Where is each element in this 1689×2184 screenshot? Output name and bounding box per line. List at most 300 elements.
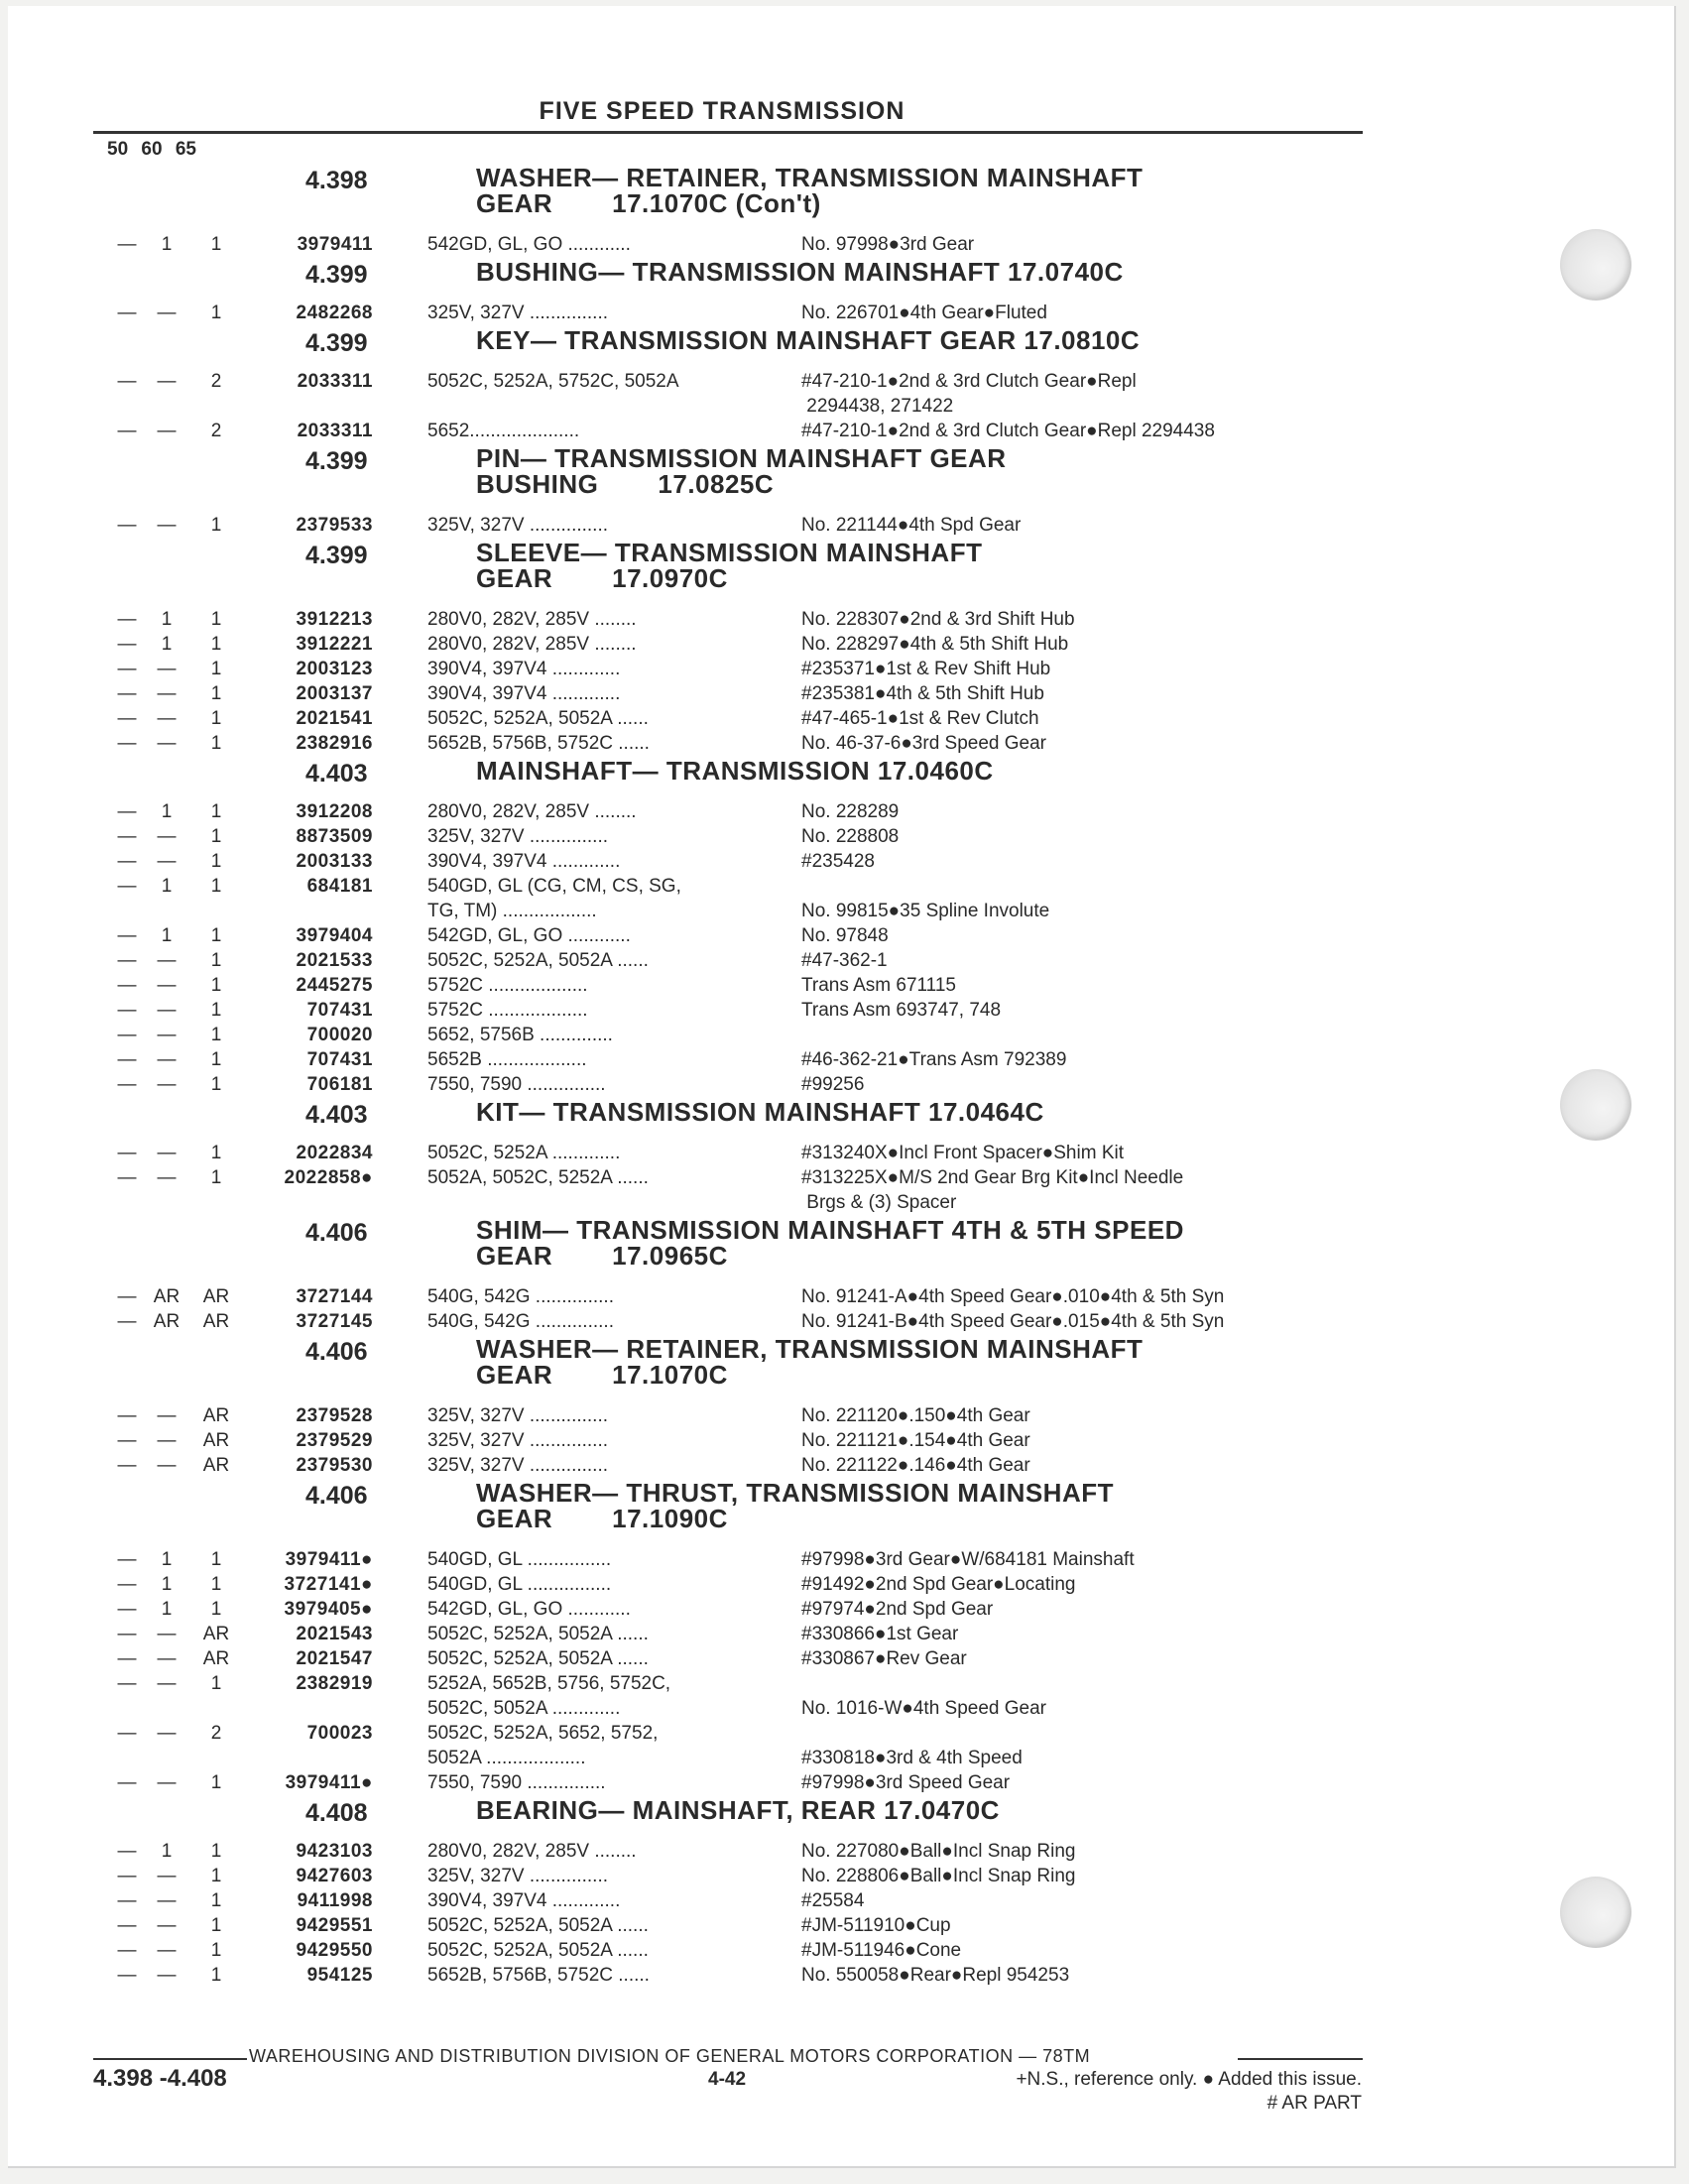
qty-60: —	[157, 1624, 177, 1644]
part-number: 2022858●	[284, 1167, 373, 1188]
section-reference: 4.403	[305, 760, 368, 788]
part-number: 3979411●	[285, 1549, 373, 1570]
section-title	[476, 327, 1349, 353]
model-applications: 5652.....................	[427, 421, 580, 441]
part-number: 3727145	[296, 1311, 373, 1332]
part-description: No. 91241-B●4th Speed Gear●.015●4th & 5th Syn	[801, 1311, 1225, 1332]
section-title-line: WASHER— RETAINER, TRANSMISSION MAINSHAFT	[476, 163, 1144, 192]
part-number: 9427603	[296, 1866, 373, 1886]
part-number: 2003137	[296, 683, 373, 704]
qty-65: 1	[210, 609, 222, 630]
qty-50: —	[117, 1405, 137, 1426]
qty-60: —	[157, 421, 177, 441]
section-reference: 4.398	[305, 167, 368, 194]
model-applications: 325V, 327V ...............	[427, 1455, 609, 1476]
part-number: 2022834	[296, 1143, 373, 1163]
model-applications: 540GD, GL (CG, CM, CS, SG, TG, TM) ..................	[427, 876, 681, 921]
section-title-line	[476, 1362, 1349, 1388]
qty-65: 1	[210, 826, 222, 847]
qty-50: —	[117, 1574, 137, 1595]
part-row	[8, 948, 1674, 973]
qty-50: —	[117, 1772, 137, 1793]
qty-50: —	[117, 876, 137, 897]
qty-60: 1	[161, 234, 173, 255]
qty-50: —	[117, 1430, 137, 1451]
part-description: #235371●1st & Rev Shift Hub	[801, 659, 1051, 679]
model-applications: 390V4, 397V4 .............	[427, 1890, 621, 1911]
part-number: 3727144	[296, 1286, 373, 1307]
qty-50: —	[117, 708, 137, 729]
part-row	[8, 232, 1674, 257]
model-applications: 390V4, 397V4 .............	[427, 659, 621, 679]
model-applications: 7550, 7590 ...............	[427, 1772, 606, 1793]
qty-50: —	[117, 801, 137, 822]
part-row	[8, 706, 1674, 731]
part-row	[8, 1141, 1674, 1165]
part-number: 700020	[306, 1025, 373, 1045]
model-applications: 5052C, 5252A, 5052A ......	[427, 950, 649, 971]
part-number: 2003133	[296, 851, 373, 872]
footer-credit: WAREHOUSING AND DISTRIBUTION DIVISION OF GENERAL MOTORS CORPORATION — 78TM	[249, 2046, 1091, 2066]
section-heading	[8, 257, 1674, 301]
qty-50: —	[117, 851, 137, 872]
part-row	[8, 874, 1674, 923]
qty-65: 1	[210, 801, 222, 822]
part-row	[8, 301, 1674, 325]
footer-legend: +N.S., reference only. ● Added this issue.	[1016, 2069, 1362, 2090]
model-applications: 280V0, 282V, 285V ........	[427, 801, 637, 822]
section-reference: 4.399	[305, 447, 368, 475]
part-number: 2382916	[296, 733, 373, 754]
part-description: #99256	[801, 1074, 865, 1095]
model-applications: 5252A, 5652B, 5756, 5752C, 5052C, 5052A .............	[427, 1673, 671, 1719]
part-description: No. 97998●3rd Gear	[801, 234, 975, 255]
part-row	[8, 1963, 1674, 1988]
section-code: 17.0965C	[612, 1241, 728, 1271]
qty-50: —	[117, 1624, 137, 1644]
part-description: No. 228808	[801, 826, 900, 847]
qty-60: —	[157, 1430, 177, 1451]
qty-65: 1	[210, 1574, 222, 1595]
parts-section	[8, 538, 1674, 756]
model-applications: 280V0, 282V, 285V ........	[427, 1841, 637, 1862]
qty-50: —	[117, 826, 137, 847]
qty-50: —	[117, 303, 137, 323]
qty-65: 1	[210, 1965, 222, 1986]
part-number: 3979404	[296, 925, 373, 946]
part-number: 706181	[306, 1074, 373, 1095]
part-description: #330866●1st Gear	[801, 1624, 959, 1644]
part-description: No. 550058●Rear●Repl 954253	[801, 1965, 1070, 1986]
part-row	[8, 1072, 1674, 1097]
parts-section	[8, 163, 1674, 257]
footer-section-range: 4.398 -4.408	[93, 2065, 227, 2092]
qty-50: —	[117, 1074, 137, 1095]
section-reference: 4.399	[305, 329, 368, 357]
parts-section	[8, 1795, 1674, 1988]
qty-60: —	[157, 1723, 177, 1744]
part-number: 3979405●	[284, 1599, 373, 1620]
qty-65: 1	[210, 1549, 222, 1570]
part-number: 9411998	[297, 1890, 373, 1911]
part-number: 3912221	[296, 634, 373, 655]
footer-rule	[93, 2058, 247, 2060]
part-row	[8, 1671, 1674, 1721]
qty-50: —	[117, 683, 137, 704]
part-description: #46-362-21●Trans Asm 792389	[801, 1049, 1067, 1070]
section-title	[476, 540, 1349, 591]
part-description: #97974●2nd Spd Gear	[801, 1599, 994, 1620]
part-row	[8, 1864, 1674, 1888]
part-number: 3912213	[296, 609, 373, 630]
part-description: #JM-511910●Cup	[801, 1915, 951, 1936]
part-row	[8, 681, 1674, 706]
qty-50: —	[117, 1648, 137, 1669]
part-description: #97998●3rd Speed Gear	[801, 1772, 1011, 1793]
qty-60: —	[157, 1455, 177, 1476]
part-description: No. 226701●4th Gear●Fluted	[801, 303, 1047, 323]
part-row	[8, 1428, 1674, 1453]
qty-65: 1	[210, 683, 222, 704]
section-title-line: SLEEVE— TRANSMISSION MAINSHAFT	[476, 538, 983, 567]
qty-60: 1	[161, 1574, 173, 1595]
qty-50: —	[117, 1599, 137, 1620]
qty-65: 1	[210, 1025, 222, 1045]
part-number: 707431	[306, 1049, 373, 1070]
part-number: 2379528	[296, 1405, 373, 1426]
part-number: 2382919	[296, 1673, 373, 1694]
model-applications: 5052C, 5252A, 5052A ......	[427, 708, 649, 729]
section-heading	[8, 1795, 1674, 1839]
qty-65: 1	[210, 515, 222, 536]
qty-50: —	[117, 1965, 137, 1986]
qty-65: 2	[210, 1723, 222, 1744]
model-applications: 5652B, 5756B, 5752C ......	[427, 1965, 650, 1986]
qty-60: —	[157, 708, 177, 729]
section-heading	[8, 1334, 1674, 1403]
section-reference: 4.408	[305, 1799, 368, 1827]
part-description: No. 46-37-6●3rd Speed Gear	[801, 733, 1047, 754]
part-description: No. 228307●2nd & 3rd Shift Hub	[801, 609, 1075, 630]
part-description: #97998●3rd Gear●W/684181 Mainshaft	[801, 1549, 1135, 1570]
part-row	[8, 1888, 1674, 1913]
qty-60: —	[157, 1772, 177, 1793]
model-applications: 5052C, 5252A, 5752C, 5052A	[427, 371, 679, 392]
part-number: 8873509	[296, 826, 373, 847]
qty-65: 1	[210, 1890, 222, 1911]
model-applications: 540G, 542G ...............	[427, 1286, 614, 1307]
part-number: 2021547	[296, 1648, 373, 1669]
part-row	[8, 657, 1674, 681]
model-applications: 5652B, 5756B, 5752C ......	[427, 733, 650, 754]
model-applications: 280V0, 282V, 285V ........	[427, 634, 637, 655]
qty-65: 1	[210, 303, 222, 323]
part-number: 3912208	[296, 801, 373, 822]
qty-65: 1	[210, 1673, 222, 1694]
part-description: No. 228806●Ball●Incl Snap Ring	[801, 1866, 1076, 1886]
qty-50: —	[117, 1455, 137, 1476]
qty-65: 1	[210, 1049, 222, 1070]
model-applications: 5752C ...................	[427, 1000, 588, 1021]
section-title	[476, 445, 1349, 497]
part-number: 9423103	[296, 1841, 373, 1862]
model-applications: 5052C, 5252A, 5052A ......	[427, 1624, 649, 1644]
part-row	[8, 1165, 1674, 1215]
qty-60: 1	[161, 609, 173, 630]
qty-50: —	[117, 609, 137, 630]
part-description: No. 221120●.150●4th Gear	[801, 1405, 1030, 1426]
qty-60: —	[157, 1049, 177, 1070]
part-row	[8, 731, 1674, 756]
part-row	[8, 1453, 1674, 1478]
part-number: 2033311	[297, 371, 373, 392]
qty-60: —	[157, 683, 177, 704]
part-number: 2021541	[296, 708, 373, 729]
model-applications: 280V0, 282V, 285V ........	[427, 609, 637, 630]
part-description: #235381●4th & 5th Shift Hub	[801, 683, 1044, 704]
qty-60: —	[157, 826, 177, 847]
qty-50: —	[117, 371, 137, 392]
qty-60: AR	[153, 1311, 181, 1332]
qty-60: —	[157, 950, 177, 971]
qty-50: —	[117, 1866, 137, 1886]
section-code: 17.0825C	[658, 469, 775, 499]
qty-50: —	[117, 1890, 137, 1911]
qty-50: —	[117, 733, 137, 754]
part-number: 2445275	[296, 975, 373, 996]
parts-section	[8, 443, 1674, 538]
part-number: 954125	[306, 1965, 373, 1986]
qty-50: —	[117, 1311, 137, 1332]
part-description: No. 221122●.146●4th Gear	[801, 1455, 1030, 1476]
model-applications: 542GD, GL, GO ............	[427, 234, 631, 255]
qty-65: 1	[210, 234, 222, 255]
part-number: 707431	[306, 1000, 373, 1021]
qty-60: 1	[161, 1841, 173, 1862]
qty-60: —	[157, 515, 177, 536]
page-title: FIVE SPEED TRANSMISSION	[539, 97, 905, 125]
section-title	[476, 758, 1349, 784]
model-applications: 7550, 7590 ...............	[427, 1074, 606, 1095]
part-number: 700023	[306, 1723, 373, 1744]
section-title-line: BUSHING— TRANSMISSION MAINSHAFT 17.0740C	[476, 257, 1124, 287]
section-heading	[8, 756, 1674, 799]
qty-60: —	[157, 1890, 177, 1911]
model-applications: 325V, 327V ...............	[427, 1405, 609, 1426]
parts-section	[8, 1097, 1674, 1215]
section-reference: 4.406	[305, 1482, 368, 1510]
section-title	[476, 1099, 1349, 1125]
qty-60: —	[157, 1648, 177, 1669]
part-number: 2379529	[296, 1430, 373, 1451]
section-title-line: SHIM— TRANSMISSION MAINSHAFT 4TH & 5TH SPEED	[476, 1215, 1184, 1245]
qty-65: 1	[210, 1866, 222, 1886]
section-title-cont: GEAR	[476, 1360, 553, 1390]
part-row	[8, 1839, 1674, 1864]
qty-60: —	[157, 1025, 177, 1045]
part-number: 9429551	[296, 1915, 373, 1936]
part-description: No. 221121●.154●4th Gear	[801, 1430, 1030, 1451]
model-applications: 390V4, 397V4 .............	[427, 851, 621, 872]
qty-50: —	[117, 515, 137, 536]
part-row	[8, 1403, 1674, 1428]
part-number: 2033311	[297, 421, 373, 441]
section-reference: 4.399	[305, 542, 368, 569]
qty-65: 1	[210, 1074, 222, 1095]
part-description: #JM-511946●Cone	[801, 1940, 962, 1961]
parts-section	[8, 1478, 1674, 1795]
part-number: 3979411●	[285, 1772, 373, 1793]
model-applications: 5652B ...................	[427, 1049, 587, 1070]
qty-60: —	[157, 371, 177, 392]
section-reference: 4.403	[305, 1101, 368, 1129]
part-description: Trans Asm 693747, 748	[801, 1000, 1002, 1021]
qty-50: —	[117, 634, 137, 655]
part-description: #47-362-1	[801, 950, 888, 971]
qty-65: 1	[210, 1167, 222, 1188]
qty-65: 1	[210, 733, 222, 754]
part-row	[8, 1646, 1674, 1671]
part-row	[8, 799, 1674, 824]
parts-section	[8, 756, 1674, 1097]
part-number: 3979411	[297, 234, 373, 255]
model-applications: 325V, 327V ...............	[427, 1430, 609, 1451]
parts-section	[8, 325, 1674, 443]
parts-listing	[8, 163, 1674, 1988]
qty-50: —	[117, 975, 137, 996]
part-number: 2379530	[296, 1455, 373, 1476]
part-description: No. 228297●4th & 5th Shift Hub	[801, 634, 1069, 655]
qty-50: —	[117, 1000, 137, 1021]
part-row	[8, 1547, 1674, 1572]
qty-60: —	[157, 1915, 177, 1936]
qty-65: AR	[202, 1455, 230, 1476]
col-50-header: 50	[107, 139, 129, 160]
part-description: #330867●Rev Gear	[801, 1648, 967, 1669]
parts-section	[8, 257, 1674, 325]
section-title	[476, 1797, 1349, 1823]
section-title-line	[476, 1243, 1349, 1269]
qty-65: 1	[210, 975, 222, 996]
part-row	[8, 998, 1674, 1023]
qty-50: —	[117, 1549, 137, 1570]
part-description: #25584	[801, 1890, 865, 1911]
part-description: #47-210-1●2nd & 3rd Clutch Gear●Repl 2294438	[801, 421, 1215, 441]
qty-65: 1	[210, 1000, 222, 1021]
part-row	[8, 607, 1674, 632]
qty-65: 1	[210, 634, 222, 655]
qty-65: AR	[202, 1286, 230, 1307]
parts-section	[8, 1334, 1674, 1478]
qty-60: AR	[153, 1286, 181, 1307]
section-title-line	[476, 565, 1349, 591]
part-description: Trans Asm 671115	[801, 975, 956, 996]
model-applications: 325V, 327V ...............	[427, 515, 609, 536]
qty-60: 1	[161, 925, 173, 946]
section-title	[476, 1480, 1349, 1531]
model-applications: 5052C, 5252A, 5052A ......	[427, 1940, 649, 1961]
part-row	[8, 1938, 1674, 1963]
part-number: 9429550	[296, 1940, 373, 1961]
section-title-line: MAINSHAFT— TRANSMISSION 17.0460C	[476, 756, 994, 786]
part-row	[8, 1721, 1674, 1770]
qty-60: —	[157, 659, 177, 679]
model-applications: 542GD, GL, GO ............	[427, 925, 631, 946]
qty-50: —	[117, 1915, 137, 1936]
section-title-line: BEARING— MAINSHAFT, REAR 17.0470C	[476, 1795, 1000, 1825]
qty-50: —	[117, 1286, 137, 1307]
qty-60: —	[157, 1965, 177, 1986]
qty-65: AR	[202, 1624, 230, 1644]
part-description: No. 228289	[801, 801, 900, 822]
model-applications: 540GD, GL ................	[427, 1574, 612, 1595]
model-applications: 5052C, 5252A, 5652, 5752, 5052A ...................	[427, 1723, 659, 1768]
qty-60: —	[157, 1000, 177, 1021]
qty-50: —	[117, 421, 137, 441]
part-row	[8, 973, 1674, 998]
col-60-header: 60	[141, 139, 163, 160]
qty-50: —	[117, 1143, 137, 1163]
qty-60: 1	[161, 1599, 173, 1620]
model-applications: 5052C, 5252A .............	[427, 1143, 621, 1163]
page-number: 4-42	[708, 2069, 747, 2090]
section-title-cont: GEAR	[476, 1241, 553, 1271]
part-number: 2021533	[296, 950, 373, 971]
qty-50: —	[117, 1025, 137, 1045]
qty-65: 1	[210, 1772, 222, 1793]
part-row	[8, 1913, 1674, 1938]
part-description: #235428	[801, 851, 875, 872]
qty-60: —	[157, 1940, 177, 1961]
section-reference: 4.406	[305, 1219, 368, 1247]
section-title-line	[476, 1506, 1349, 1531]
section-title	[476, 165, 1349, 216]
model-applications: 5052C, 5252A, 5052A ......	[427, 1915, 649, 1936]
part-row	[8, 1572, 1674, 1597]
part-row	[8, 1622, 1674, 1646]
part-description: No. 99815●35 Spline Involute	[801, 901, 1050, 921]
part-row	[8, 923, 1674, 948]
section-code: 17.1070C (Con't)	[612, 188, 821, 218]
qty-50: —	[117, 234, 137, 255]
part-description: No. 97848	[801, 925, 889, 946]
model-applications: 325V, 327V ...............	[427, 303, 609, 323]
section-heading	[8, 1478, 1674, 1547]
qty-60: —	[157, 1143, 177, 1163]
part-number: 3727141●	[284, 1574, 373, 1595]
section-title-line: WASHER— RETAINER, TRANSMISSION MAINSHAFT	[476, 1334, 1144, 1364]
footer-legend: # AR PART	[1267, 2093, 1362, 2114]
part-row	[8, 849, 1674, 874]
section-title	[476, 1217, 1349, 1269]
model-applications: 325V, 327V ...............	[427, 1866, 609, 1886]
qty-65: 1	[210, 1841, 222, 1862]
section-heading	[8, 538, 1674, 607]
qty-50: —	[117, 1940, 137, 1961]
section-title	[476, 259, 1349, 285]
section-title-cont: GEAR	[476, 1504, 553, 1533]
section-title-line: KEY— TRANSMISSION MAINSHAFT GEAR 17.0810C	[476, 325, 1141, 355]
qty-60: —	[157, 1673, 177, 1694]
parts-section	[8, 1215, 1674, 1334]
part-description: No. 221144●4th Spd Gear	[801, 515, 1022, 536]
section-title-line: PIN— TRANSMISSION MAINSHAFT GEAR	[476, 443, 1007, 473]
part-row	[8, 1284, 1674, 1309]
section-title-line	[476, 190, 1349, 216]
qty-50: —	[117, 925, 137, 946]
col-65-header: 65	[175, 139, 196, 160]
quantity-column-headers	[107, 139, 196, 161]
